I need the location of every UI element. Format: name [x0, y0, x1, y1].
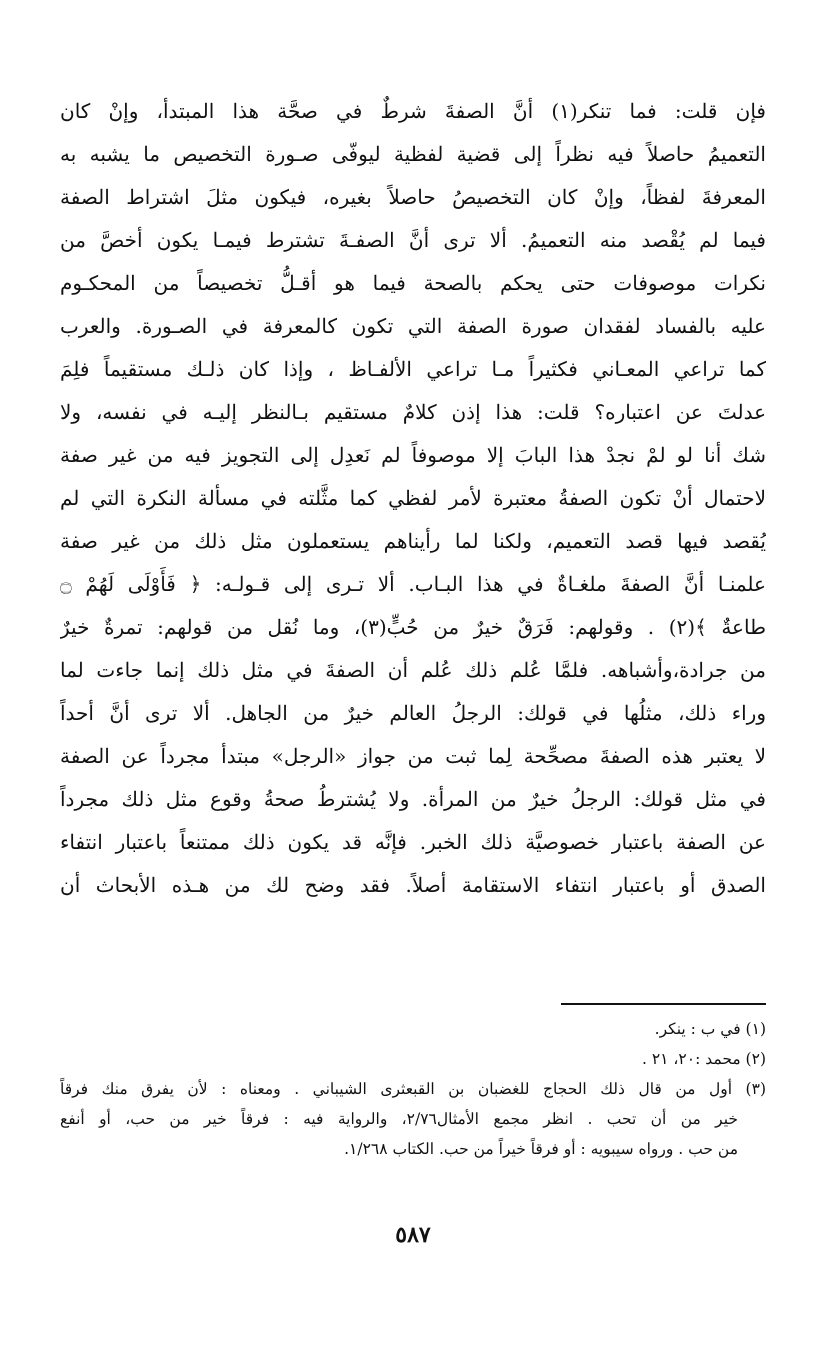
body-line: طاعةٌ ﴾(٢) . وقولهم: فَرَقٌ خيرٌ من حُبٍّ(٣)، وما نُقل من قولهم: تمرةٌ خيرٌ	[60, 615, 766, 639]
body-line: عن الصفة باعتبار خصوصيَّة ذلك الخبر. فإنَّه قد يكون ذلك ممتنعاً باعتبار انتفاء	[60, 830, 766, 854]
footnotes	[60, 1014, 766, 1164]
body-line: عليه بالفساد لفقدان صورة الصفة التي تكون كالمعرفة في الصـورة. والعرب	[60, 314, 766, 338]
body-line: علمنـا أنَّ الصفةَ ملغـاةٌ في هذا البـاب. ألا تـرى إلى قـولـه: ﴿ فَأَوْلَى لَهُمْ ۝	[60, 572, 766, 596]
body-line: يُقصد فيها قصد التعميم، ولكنا لما رأيناهم يستعملون مثل ذلك من غير صفة	[60, 529, 766, 553]
body-line: كما تراعي المعـاني فكثيراً مـا تراعي الألفـاظ ، وإذا كان ذلـك مستقيماً فلِمَ	[60, 357, 766, 381]
footnote-3: (٣) أول من قال ذلك الحجاج للغضبان بن القبعثرى الشيباني . ومعناه : لأن يفرق منك فرقاً	[60, 1080, 766, 1098]
footnote-3-continued: خير من أن تحب . انظر مجمع الأمثال٢/٧٦، والرواية فيه : فرقاً خير من حب، أو أنفع	[60, 1110, 738, 1128]
body-line: لا يعتبر هذه الصفةَ مصحِّحة لِما ثبت من جواز «الرجل» مبتدأ مجرداً عن الصفة	[60, 744, 766, 768]
body-line: في مثل قولك: الرجلُ خيرٌ من المرأة. ولا يُشترطُ صحةُ وقوع مثل ذلك مجرداً	[60, 787, 766, 811]
body-line: من جرادة،وأشباهه. فلمَّا عُلم ذلك عُلم أن الصفةَ في مثل ذلك إنما جاءت لما	[60, 658, 766, 682]
body-line: الصدق أو باعتبار انتفاء الاستقامة أصلاً. فقد وضح لك من هـذه الأبحاث أن	[60, 873, 766, 897]
body-line: لاحتمال أنْ تكون الصفةُ معتبرة لأمر لفظي كما مثَّلته في مسألة النكرة التي لم	[60, 486, 766, 510]
body-line: عدلتَ عن اعتباره؟ قلت: هذا إذن كلامٌ مستقيم بـالنظر إليـه في نفسه، ولا	[60, 400, 766, 424]
body-line: وراء ذلك، مثلُها في قولك: الرجلُ العالم خيرٌ من الجاهل. ألا ترى أنَّ أحداً	[60, 701, 766, 725]
body-line: فإن قلت: فما تنكر(١) أنَّ الصفةَ شرطٌ في صحَّة هذا المبتدأ، وإنْ كان	[60, 99, 766, 123]
footnote-1: (١) في ب : ينكر.	[654, 1020, 766, 1038]
footnote-separator	[561, 1003, 766, 1005]
footnote-2: (٢) محمد :٢٠، ٢١ .	[641, 1050, 766, 1068]
body-line: المعرفةَ لفظاً، وإنْ كان التخصيصُ حاصلاً بغيره، فيكون مثلَ اشتراط الصفة	[60, 185, 766, 209]
body-line: شك أنا لو لمْ نجدْ هذا البابَ إلا موصوفاً لم نَعدِل إلى التجويز فيه من غير صفة	[60, 443, 766, 467]
body-line: نكرات موصوفات حتى يحكم بالصحة فيما هو أقـلُّ تخصيصاً من المحكـوم	[60, 271, 766, 295]
body-line: التعميمُ حاصلاً فيه نظراً إلى قضية لفظية ليوفّى صـورة التخصيص ما يشبه به	[60, 142, 766, 166]
footnote-3-continued: من حب . ورواه سيبويه : أو فرقاً خيراً من حب. الكتاب ١/٢٦٨.	[344, 1140, 738, 1158]
body-line: فيما لم يُقْصد منه التعميمُ. ألا ترى أنَّ الصفـةَ تشترط فيمـا يكون أخصَّ من	[60, 228, 766, 252]
body-text	[60, 90, 766, 907]
page-number: ٥٨٧	[395, 1222, 431, 1248]
